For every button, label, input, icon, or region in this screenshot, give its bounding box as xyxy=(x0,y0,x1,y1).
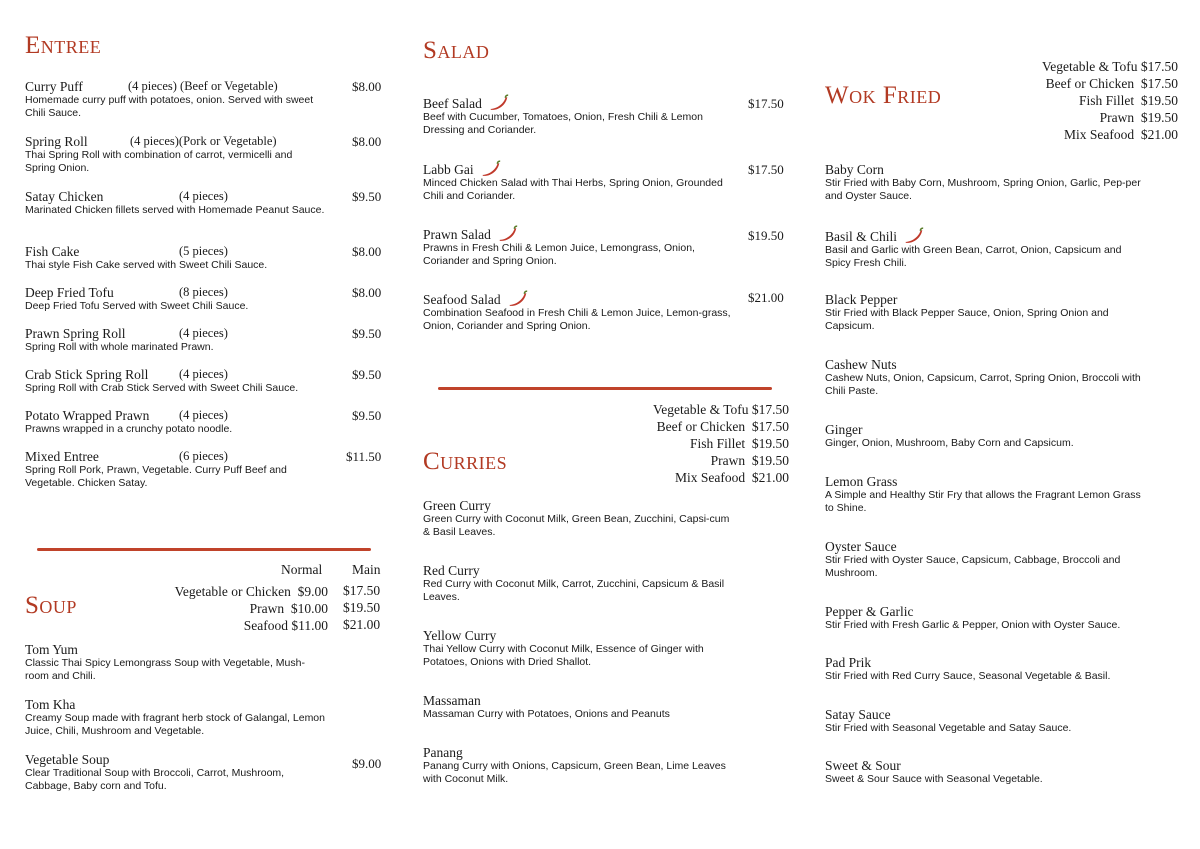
item-qty: (4 pieces) xyxy=(179,189,228,203)
item-name: Pepper & Garlic xyxy=(825,604,914,619)
soup-price-main: $17.50 xyxy=(343,583,381,598)
item-name: Prawn Spring Roll xyxy=(25,326,126,341)
item-name: Panang xyxy=(423,745,463,760)
item-name: Fish Cake xyxy=(25,244,80,259)
chili-icon xyxy=(488,94,510,111)
item-name: Prawn Salad xyxy=(423,227,491,242)
item-desc: Deep Fried Tofu Served with Sweet Chili Sauce. xyxy=(25,300,249,312)
soup-col-normal: Normal xyxy=(281,562,323,577)
item-name: Tom Yum xyxy=(25,642,78,657)
item-desc: Stir Fried with Baby Corn, Mushroom, Spring Onion, Garlic, Pep-per and Oyster Sauce. xyxy=(825,177,1141,202)
menu-item xyxy=(825,422,1150,450)
soup-price-main: $21.00 xyxy=(343,617,381,632)
item-name: Deep Fried Tofu xyxy=(25,285,114,300)
menu-item xyxy=(423,563,733,604)
price-row: Beef or Chicken $17.50 xyxy=(656,419,789,434)
entree-title: Entree xyxy=(25,32,102,59)
menu-item xyxy=(825,539,1150,580)
price-row: Vegetable & Tofu $17.50 xyxy=(1041,59,1178,74)
menu-item xyxy=(25,79,385,120)
item-name: Vegetable Soup xyxy=(25,752,110,767)
menu-item xyxy=(423,290,788,333)
chili-icon xyxy=(903,227,925,244)
item-desc: Combination Seafood in Fresh Chili & Lemon Juice, Lemon-grass, Onion, Coriander and Spring Onion. xyxy=(423,307,731,332)
item-price: $8.00 xyxy=(352,285,382,300)
price-row: Mix Seafood $21.00 xyxy=(675,470,789,485)
item-name: Cashew Nuts xyxy=(825,357,897,372)
item-qty: (8 pieces) xyxy=(179,285,228,299)
menu-item xyxy=(825,162,1150,203)
item-price: $8.00 xyxy=(352,79,382,94)
item-price: $9.50 xyxy=(352,326,382,341)
menu-item xyxy=(423,160,788,203)
item-qty: (4 pieces) xyxy=(179,367,228,381)
soup-price-main: $19.50 xyxy=(343,600,381,615)
soup-price-row: Vegetable or Chicken $9.00 xyxy=(174,584,328,599)
item-name: Black Pepper xyxy=(825,292,898,307)
item-price: $8.00 xyxy=(352,134,382,149)
item-desc: Sweet & Sour Sauce with Seasonal Vegetable. xyxy=(825,773,1043,785)
menu-item xyxy=(25,367,385,395)
menu-item xyxy=(825,227,1150,270)
item-desc: Homemade curry puff with potatoes, onion. Served with sweet Chili Sauce. xyxy=(25,94,314,119)
item-name: Baby Corn xyxy=(825,162,884,177)
item-name: Satay Chicken xyxy=(25,189,104,204)
item-desc: A Simple and Healthy Stir Fry that allows the Fragrant Lemon Grass to Shine. xyxy=(825,489,1141,514)
menu-item xyxy=(423,693,733,721)
menu-item xyxy=(25,326,385,354)
item-desc: Panang Curry with Onions, Capsicum, Green Bean, Lime Leaves with Coconut Milk. xyxy=(423,760,726,785)
item-desc: Cashew Nuts, Onion, Capsicum, Carrot, Spring Onion, Broccoli with Chili Paste. xyxy=(825,372,1141,397)
menu-item xyxy=(25,752,385,793)
item-price: $17.50 xyxy=(748,162,784,177)
soup-col-main: Main xyxy=(352,562,381,577)
menu-item xyxy=(825,292,1150,333)
item-desc: Classic Thai Spicy Lemongrass Soup with Vegetable, Mush-room and Chili. xyxy=(25,657,305,682)
soup-title: Soup xyxy=(25,592,77,619)
item-name: Beef Salad xyxy=(423,96,482,111)
item-price: $8.00 xyxy=(352,244,382,259)
item-desc: Minced Chicken Salad with Thai Herbs, Spring Onion, Grounded Chili and Coriander. xyxy=(423,177,723,202)
item-desc: Prawns in Fresh Chili & Lemon Juice, Lemongrass, Onion, Coriander and Spring Onion. xyxy=(423,242,695,267)
curries-price-table xyxy=(653,401,789,486)
item-name: Crab Stick Spring Roll xyxy=(25,367,149,382)
item-name: Ginger xyxy=(825,422,863,437)
item-price: $9.50 xyxy=(352,408,382,423)
menu-item xyxy=(825,604,1150,632)
item-desc: Thai Yellow Curry with Coconut Milk, Essence of Ginger with Potatoes, Onions with Dried Shallot. xyxy=(423,643,704,668)
item-desc: Stir Fried with Oyster Sauce, Capsicum, Cabbage, Broccoli and Mushroom. xyxy=(825,554,1121,579)
chili-icon xyxy=(480,160,502,177)
item-price: $17.50 xyxy=(748,96,784,111)
item-name: Curry Puff xyxy=(25,79,83,94)
item-desc: Ginger, Onion, Mushroom, Baby Corn and Capsicum. xyxy=(825,437,1074,449)
item-desc: Spring Roll with whole marinated Prawn. xyxy=(25,341,214,353)
item-qty: (6 pieces) xyxy=(179,449,228,463)
menu-item xyxy=(25,642,385,683)
item-qty: (4 pieces) xyxy=(179,408,228,422)
menu-item xyxy=(825,655,1150,683)
item-desc: Massaman Curry with Potatoes, Onions and Peanuts xyxy=(423,708,670,720)
item-price: $9.50 xyxy=(352,189,382,204)
item-name: Basil & Chili xyxy=(825,229,898,244)
price-row: Vegetable & Tofu $17.50 xyxy=(652,402,789,417)
menu-item xyxy=(825,474,1150,515)
item-desc: Beef with Cucumber, Tomatoes, Onion, Fresh Chili & Lemon Dressing and Coriander. xyxy=(423,111,703,136)
item-name: Spring Roll xyxy=(25,134,88,149)
item-name: Sweet & Sour xyxy=(825,758,901,773)
item-desc: Stir Fried with Black Pepper Sauce, Onion, Spring Onion and Capsicum. xyxy=(825,307,1109,332)
item-desc: Stir Fried with Fresh Garlic & Pepper, Onion with Oyster Sauce. xyxy=(825,619,1121,631)
item-qty: (4 pieces)(Pork or Vegetable) xyxy=(130,134,277,148)
menu-item xyxy=(25,697,385,738)
curries-title: Curries xyxy=(423,448,508,475)
menu-item xyxy=(423,745,733,786)
menu-item xyxy=(423,628,733,669)
price-row: Prawn $19.50 xyxy=(1099,110,1178,125)
item-name: Labb Gai xyxy=(423,162,474,177)
item-qty: (4 pieces) (Beef or Vegetable) xyxy=(128,79,278,93)
menu-item xyxy=(423,225,788,268)
price-row: Beef or Chicken $17.50 xyxy=(1045,76,1178,91)
price-row: Fish Fillet $19.50 xyxy=(1078,93,1178,108)
menu-item xyxy=(825,357,1150,398)
item-desc: Red Curry with Coconut Milk, Carrot, Zucchini, Capsicum & Basil Leaves. xyxy=(423,578,725,603)
section-divider xyxy=(438,387,772,390)
item-name: Mixed Entree xyxy=(25,449,99,464)
item-name: Oyster Sauce xyxy=(825,539,897,554)
chili-icon xyxy=(497,225,519,242)
menu-item xyxy=(25,285,385,313)
item-desc: Stir Fried with Seasonal Vegetable and Satay Sauce. xyxy=(825,722,1072,734)
item-name: Seafood Salad xyxy=(423,292,501,307)
item-desc: Prawns wrapped in a crunchy potato noodle. xyxy=(25,423,233,435)
item-price: $9.50 xyxy=(352,367,382,382)
section-divider xyxy=(37,548,371,551)
menu-item xyxy=(25,244,385,272)
item-name: Lemon Grass xyxy=(825,474,898,489)
item-desc: Green Curry with Coconut Milk, Green Bean, Zucchini, Capsi-cum & Basil Leaves. xyxy=(423,513,730,538)
item-name: Green Curry xyxy=(423,498,491,513)
item-name: Red Curry xyxy=(423,563,480,578)
menu-item xyxy=(25,408,385,436)
salad-title: Salad xyxy=(423,37,490,64)
item-name: Pad Prik xyxy=(825,655,872,670)
item-name: Potato Wrapped Prawn xyxy=(25,408,150,423)
wok-title: Wok Fried xyxy=(825,82,942,109)
menu-item xyxy=(423,94,788,137)
chili-icon xyxy=(507,290,529,307)
wok-price-table xyxy=(1042,58,1178,143)
item-desc: Creamy Soup made with fragrant herb stock of Galangal, Lemon Juice, Chili, Mushroom and Vegetable. xyxy=(25,712,325,737)
menu-item xyxy=(825,758,1150,786)
item-price: $11.50 xyxy=(346,449,382,464)
item-name: Satay Sauce xyxy=(825,707,891,722)
price-row: Fish Fillet $19.50 xyxy=(689,436,789,451)
price-row: Prawn $19.50 xyxy=(710,453,789,468)
item-desc: Clear Traditional Soup with Broccoli, Carrot, Mushroom, Cabbage, Baby corn and Tofu. xyxy=(25,767,285,792)
menu-item xyxy=(25,449,385,490)
item-name: Yellow Curry xyxy=(423,628,497,643)
menu-item xyxy=(25,189,385,217)
price-row: Mix Seafood $21.00 xyxy=(1064,127,1178,142)
item-price: $9.00 xyxy=(352,756,382,771)
item-desc: Thai style Fish Cake served with Sweet Chili Sauce. xyxy=(25,259,268,271)
menu-item xyxy=(423,498,733,539)
item-desc: Spring Roll with Crab Stick Served with Sweet Chili Sauce. xyxy=(25,382,299,394)
item-name: Tom Kha xyxy=(25,697,76,712)
item-name: Massaman xyxy=(423,693,481,708)
item-price: $19.50 xyxy=(748,228,784,243)
item-desc: Basil and Garlic with Green Bean, Carrot, Onion, Capsicum and Spicy Fresh Chili. xyxy=(825,244,1122,269)
item-qty: (5 pieces) xyxy=(179,244,228,258)
item-desc: Stir Fried with Red Curry Sauce, Seasonal Vegetable & Basil. xyxy=(825,670,1111,682)
soup-price-row: Seafood $11.00 xyxy=(243,618,328,633)
menu-item xyxy=(25,134,385,175)
soup-price-row: Prawn $10.00 xyxy=(249,601,328,616)
menu-item xyxy=(825,707,1150,735)
item-desc: Thai Spring Roll with combination of carrot, vermicelli and Spring Onion. xyxy=(25,149,293,174)
item-price: $21.00 xyxy=(748,290,784,305)
item-desc: Marinated Chicken fillets served with Homemade Peanut Sauce. xyxy=(25,204,325,216)
item-desc: Spring Roll Pork, Prawn, Vegetable. Curry Puff Beef and Vegetable. Chicken Satay. xyxy=(25,464,287,489)
item-qty: (4 pieces) xyxy=(179,326,228,340)
